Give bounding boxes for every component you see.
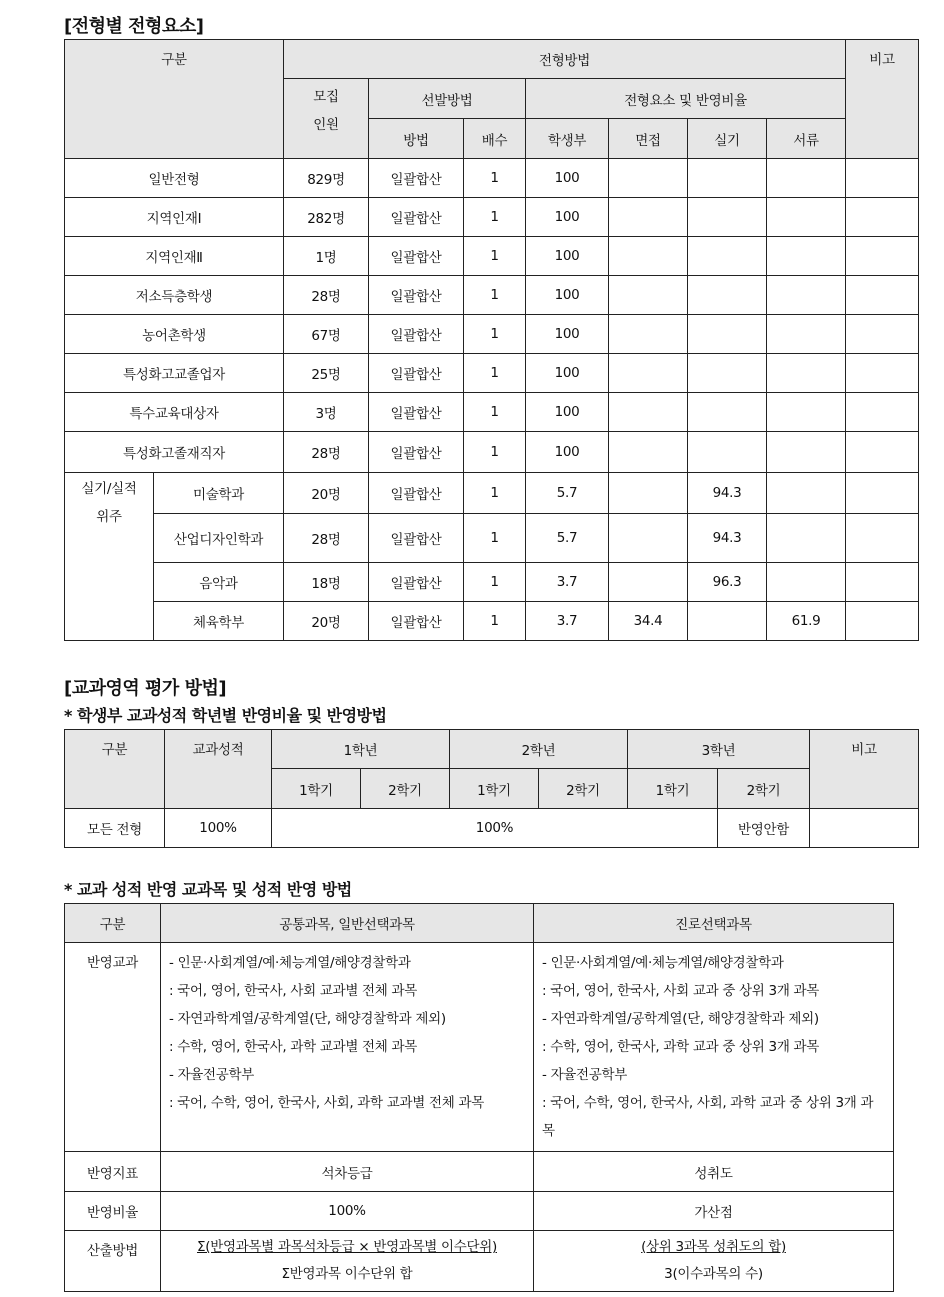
cell-note <box>846 276 919 315</box>
cell-interview <box>609 473 688 514</box>
cell-interview <box>609 354 688 393</box>
cell-name: 체육학부 <box>154 602 284 641</box>
table-row <box>65 602 919 641</box>
cell-count: 28명 <box>284 514 369 563</box>
header-multiple: 배수 <box>464 119 526 159</box>
header-semester: 1학기 <box>450 769 539 809</box>
cell-practical <box>688 276 767 315</box>
header-year2: 2학년 <box>450 730 628 769</box>
header-selection: 선발방법 <box>369 79 526 119</box>
cell-method: 일괄합산 <box>369 159 464 198</box>
subject-line: - 인문·사회계열/예·체능계열/해양경찰학과 <box>542 955 784 971</box>
index-label: 반영지표 <box>65 1152 161 1192</box>
cell-note <box>846 432 919 473</box>
header-semester: 2학기 <box>539 769 628 809</box>
cell-documents <box>767 514 846 563</box>
cell-interview <box>609 393 688 432</box>
cell-documents <box>767 473 846 514</box>
cell-count: 829명 <box>284 159 369 198</box>
cell-interview <box>609 159 688 198</box>
subject-line: : 수학, 영어, 한국사, 과학 교과별 전체 과목 <box>169 1039 418 1055</box>
cell-method: 일괄합산 <box>369 393 464 432</box>
table-row <box>65 393 919 432</box>
cell-note <box>846 602 919 641</box>
cell-count: 1명 <box>284 237 369 276</box>
header-method: 방법 <box>369 119 464 159</box>
calc-label: 산출방법 <box>65 1231 161 1292</box>
cell-practical <box>688 198 767 237</box>
index-common: 석차등급 <box>161 1152 534 1192</box>
cell-record: 5.7 <box>526 473 609 514</box>
cell-multiple: 1 <box>464 354 526 393</box>
cell-record: 100 <box>526 198 609 237</box>
table-row <box>65 237 919 276</box>
cell-note <box>846 354 919 393</box>
cell-note <box>846 198 919 237</box>
career-subjects <box>534 943 894 1152</box>
cell-count: 28명 <box>284 432 369 473</box>
subject-line: : 수학, 영어, 한국사, 과학 교과 중 상위 3개 과목 <box>542 1039 820 1055</box>
header-semester: 1학기 <box>272 769 361 809</box>
cell-name: 지역인재Ⅰ <box>65 198 284 237</box>
cell-interview: 34.4 <box>609 602 688 641</box>
cell-multiple: 1 <box>464 602 526 641</box>
cell-interview <box>609 198 688 237</box>
cell-record: 100 <box>526 276 609 315</box>
cell-name: 모든 전형 <box>65 809 165 848</box>
cell-count: 3명 <box>284 393 369 432</box>
cell-count: 25명 <box>284 354 369 393</box>
subject-line: : 국어, 수학, 영어, 한국사, 사회, 과학 교과별 전체 과목 <box>169 1095 484 1111</box>
section3-subtitle: * 교과 성적 반영 교과목 및 성적 반영 방법 <box>64 880 352 899</box>
table-row <box>65 473 919 514</box>
cell-name: 지역인재Ⅱ <box>65 237 284 276</box>
cell-interview <box>609 276 688 315</box>
cell-documents <box>767 563 846 602</box>
header-documents: 서류 <box>767 119 846 159</box>
cell-method: 일괄합산 <box>369 198 464 237</box>
header-career: 진로선택과목 <box>534 904 894 943</box>
cell-practical <box>688 354 767 393</box>
common-subjects <box>161 943 534 1152</box>
cell-method: 일괄합산 <box>369 354 464 393</box>
section2-subtitle: * 학생부 교과성적 학년별 반영비율 및 반영방법 <box>64 706 387 725</box>
header-method-group: 전형방법 <box>284 40 846 79</box>
cell-interview <box>609 432 688 473</box>
cell-record: 3.7 <box>526 563 609 602</box>
cell-record: 100 <box>526 432 609 473</box>
cell-record: 100 <box>526 315 609 354</box>
cell-documents <box>767 354 846 393</box>
cell-name: 저소득층학생 <box>65 276 284 315</box>
cell-count: 18명 <box>284 563 369 602</box>
table-row <box>65 276 919 315</box>
header-semester: 2학기 <box>718 769 810 809</box>
cell-name: 특성화고졸재직자 <box>65 432 284 473</box>
index-career: 성취도 <box>534 1152 894 1192</box>
cell-interview <box>609 514 688 563</box>
header-category: 구분 <box>65 730 165 809</box>
cell-practical <box>688 602 767 641</box>
cell-method: 일괄합산 <box>369 432 464 473</box>
cell-name: 산업디자인학과 <box>154 514 284 563</box>
header-elements: 전형요소 및 반영비율 <box>526 79 846 119</box>
cell-note <box>846 563 919 602</box>
cell-last: 반영안함 <box>718 809 810 848</box>
calc-career-denominator: 3(이수과목의 수) <box>664 1266 763 1282</box>
grade-ratio-table <box>64 729 919 848</box>
cell-practical <box>688 237 767 276</box>
cell-name: 미술학과 <box>154 473 284 514</box>
cell-count: 282명 <box>284 198 369 237</box>
cell-method: 일괄합산 <box>369 602 464 641</box>
cell-record: 100 <box>526 237 609 276</box>
selection-elements-table <box>64 39 919 641</box>
cell-method: 일괄합산 <box>369 276 464 315</box>
cell-note <box>810 809 919 848</box>
cell-interview <box>609 315 688 354</box>
header-grades: 교과성적 <box>165 730 272 809</box>
cell-count: 20명 <box>284 473 369 514</box>
section2-title: [교과영역 평가 방법] <box>64 678 227 699</box>
header-recruit: 모집 인원 <box>284 79 369 159</box>
cell-note <box>846 159 919 198</box>
cell-ratio: 100% <box>272 809 718 848</box>
calc-common <box>161 1231 534 1292</box>
cell-documents <box>767 237 846 276</box>
header-record: 학생부 <box>526 119 609 159</box>
header-note: 비고 <box>846 40 919 159</box>
cell-record: 5.7 <box>526 514 609 563</box>
table-row <box>65 514 919 563</box>
cell-note <box>846 473 919 514</box>
cell-multiple: 1 <box>464 432 526 473</box>
cell-multiple: 1 <box>464 159 526 198</box>
header-category: 구분 <box>65 904 161 943</box>
cell-multiple: 1 <box>464 473 526 514</box>
cell-practical: 94.3 <box>688 514 767 563</box>
cell-multiple: 1 <box>464 237 526 276</box>
header-year3: 3학년 <box>628 730 810 769</box>
subject-line: - 자율전공학부 <box>542 1067 628 1083</box>
cell-multiple: 1 <box>464 393 526 432</box>
cell-documents <box>767 432 846 473</box>
cell-name: 음악과 <box>154 563 284 602</box>
cell-name: 특수교육대상자 <box>65 393 284 432</box>
cell-practical: 94.3 <box>688 473 767 514</box>
cell-documents <box>767 198 846 237</box>
ratio-label: 반영비율 <box>65 1192 161 1231</box>
cell-interview <box>609 563 688 602</box>
cell-note <box>846 393 919 432</box>
cell-practical <box>688 393 767 432</box>
cell-documents: 61.9 <box>767 602 846 641</box>
cell-count: 67명 <box>284 315 369 354</box>
cell-name: 일반전형 <box>65 159 284 198</box>
header-note: 비고 <box>810 730 919 809</box>
calc-common-numerator: Σ(반영과목별 과목석차등급 × 반영과목별 이수단위) <box>197 1239 497 1255</box>
subject-line: : 국어, 영어, 한국사, 사회 교과별 전체 과목 <box>169 983 418 999</box>
cell-note <box>846 514 919 563</box>
cell-multiple: 1 <box>464 276 526 315</box>
cell-method: 일괄합산 <box>369 514 464 563</box>
cell-method: 일괄합산 <box>369 237 464 276</box>
cell-note <box>846 237 919 276</box>
header-semester: 2학기 <box>361 769 450 809</box>
cell-record: 3.7 <box>526 602 609 641</box>
subject-method-table <box>64 903 894 1292</box>
ratio-common: 100% <box>161 1192 534 1231</box>
cell-method: 일괄합산 <box>369 473 464 514</box>
ratio-career: 가산점 <box>534 1192 894 1231</box>
header-practical: 실기 <box>688 119 767 159</box>
cell-method: 일괄합산 <box>369 563 464 602</box>
subject-line: : 국어, 영어, 한국사, 사회 교과 중 상위 3개 과목 <box>542 983 820 999</box>
cell-count: 20명 <box>284 602 369 641</box>
table-row <box>65 432 919 473</box>
subject-line: : 국어, 수학, 영어, 한국사, 사회, 과학 교과 중 상위 3개 과목 <box>542 1095 874 1139</box>
cell-interview <box>609 237 688 276</box>
subject-line: - 자연과학계열/공학계열(단, 해양경찰학과 제외) <box>169 1011 446 1027</box>
table-row <box>65 315 919 354</box>
cell-multiple: 1 <box>464 198 526 237</box>
cell-practical <box>688 159 767 198</box>
cell-name: 특성화고교졸업자 <box>65 354 284 393</box>
calc-career <box>534 1231 894 1292</box>
group-label: 실기/실적 위주 <box>65 473 154 641</box>
header-semester: 1학기 <box>628 769 718 809</box>
table-row <box>65 198 919 237</box>
cell-documents <box>767 159 846 198</box>
cell-multiple: 1 <box>464 514 526 563</box>
table-row <box>65 159 919 198</box>
cell-documents <box>767 276 846 315</box>
cell-record: 100 <box>526 393 609 432</box>
table-row <box>65 563 919 602</box>
calc-career-numerator: (상위 3과목 성취도의 합) <box>641 1239 786 1255</box>
cell-multiple: 1 <box>464 563 526 602</box>
cell-name: 농어촌학생 <box>65 315 284 354</box>
header-interview: 면접 <box>609 119 688 159</box>
cell-count: 28명 <box>284 276 369 315</box>
cell-practical: 96.3 <box>688 563 767 602</box>
subject-line: - 자연과학계열/공학계열(단, 해양경찰학과 제외) <box>542 1011 819 1027</box>
cell-grades: 100% <box>165 809 272 848</box>
cell-record: 100 <box>526 159 609 198</box>
cell-record: 100 <box>526 354 609 393</box>
header-year1: 1학년 <box>272 730 450 769</box>
cell-method: 일괄합산 <box>369 315 464 354</box>
cell-note <box>846 315 919 354</box>
calc-common-denominator: Σ반영과목 이수단위 합 <box>281 1266 413 1282</box>
cell-documents <box>767 315 846 354</box>
subjects-label: 반영교과 <box>65 943 161 1152</box>
subject-line: - 자율전공학부 <box>169 1067 255 1083</box>
subject-line: - 인문·사회계열/예·체능계열/해양경찰학과 <box>169 955 411 971</box>
cell-documents <box>767 393 846 432</box>
header-common: 공통과목, 일반선택과목 <box>161 904 534 943</box>
table-row <box>65 809 919 848</box>
cell-multiple: 1 <box>464 315 526 354</box>
section1-title: [전형별 전형요소] <box>64 16 204 37</box>
table-row <box>65 354 919 393</box>
cell-practical <box>688 432 767 473</box>
header-category: 구분 <box>65 40 284 159</box>
cell-practical <box>688 315 767 354</box>
